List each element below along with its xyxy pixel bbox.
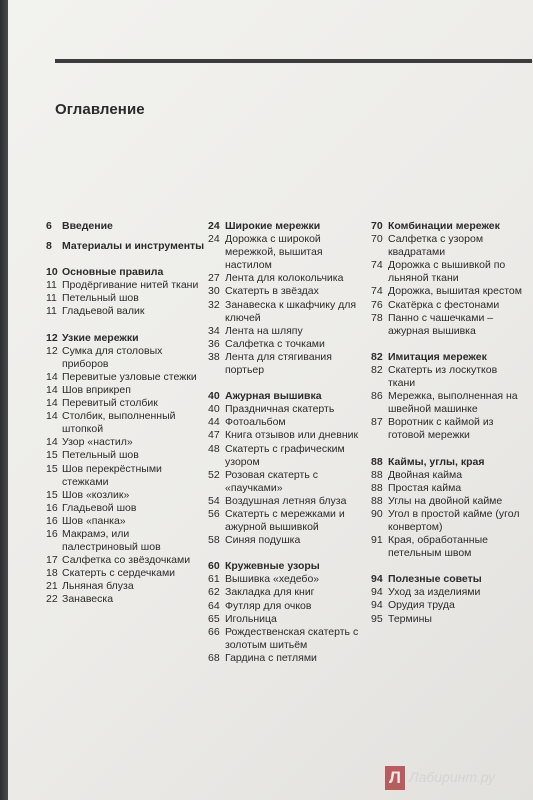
toc-entry-title: Шов «козлик» (62, 488, 130, 501)
page-title: Оглавление (55, 101, 145, 118)
toc-entry-title: Петельный шов (62, 449, 139, 462)
toc-entry-title: Углы на двойной кайме (388, 494, 503, 507)
toc-entry (46, 305, 206, 318)
toc-entry (46, 371, 206, 384)
toc-entry (46, 593, 206, 606)
toc-page-number: 15 (46, 488, 58, 501)
toc-entry (46, 279, 206, 292)
toc-entry (46, 384, 206, 397)
toc-entry-title: Дорожка с вышивкой по льняной ткани (388, 259, 506, 285)
toc-page-number: 18 (46, 567, 58, 580)
toc-section-heading (46, 266, 206, 279)
toc-entry-title: Мережка, выполненная на швейной машинке (388, 390, 518, 416)
toc-entry-title: Полезные советы (388, 573, 482, 586)
toc-page-number: 62 (208, 586, 220, 599)
toc-entry-title: Синяя подушка (225, 534, 301, 547)
toc-section-heading (208, 560, 368, 573)
toc-entry (371, 534, 523, 560)
toc-entry (208, 534, 368, 547)
toc-entry (371, 469, 523, 482)
toc-page-number: 16 (46, 501, 58, 514)
book-spine (0, 0, 8, 800)
toc-entry-title: Узкие мережки (62, 331, 139, 344)
toc-page-number: 15 (46, 462, 58, 475)
toc-page-number: 88 (371, 494, 383, 507)
toc-entry (208, 600, 368, 613)
toc-section-heading (371, 351, 523, 364)
toc-page-number: 8 (46, 240, 52, 253)
toc-entry-title: Фотоальбом (225, 416, 286, 429)
toc-entry (208, 652, 368, 665)
toc-entry (46, 489, 206, 502)
toc-page-number: 91 (371, 534, 383, 547)
toc-entry-title: Рождественская скатерть с золотым шитьём (225, 625, 359, 651)
toc-entry (208, 325, 368, 338)
toc-entry-title: Столбик, выполненный штопкой (62, 410, 176, 436)
toc-entry-title: Широкие мережки (225, 220, 321, 232)
toc-entry (208, 429, 368, 442)
toc-page-number: 22 (46, 593, 58, 606)
toc-page-number: 24 (208, 220, 220, 232)
toc-entry-title: Скатерть с графическим узором (225, 442, 345, 468)
toc-page-number: 47 (208, 429, 220, 442)
toc-page-number: 88 (371, 481, 383, 494)
toc-entry (208, 299, 368, 325)
toc-page-number: 61 (208, 573, 220, 586)
toc-page-number: 24 (208, 233, 220, 246)
toc-entry-title: Футляр для очков (225, 599, 312, 612)
toc-entry-title: Гладьевой шов (62, 501, 137, 514)
toc-entry (46, 410, 206, 436)
toc-entry-title: Гардина с петлями (225, 651, 317, 664)
toc-entry (208, 416, 368, 429)
toc-page-number: 94 (371, 599, 383, 612)
toc-page-number: 10 (46, 266, 58, 279)
toc-entry-title: Шов перекрёстными стежками (62, 462, 162, 488)
toc-entry-title: Сумка для столовых приборов (62, 344, 163, 370)
toc-entry-title: Вышивка «хедебо» (225, 573, 320, 586)
toc-entry (208, 626, 368, 652)
toc-entry-title: Орудия труда (388, 599, 455, 612)
toc-entry (208, 495, 368, 508)
toc-entry-title: Дорожка с широкой мережкой, вышитая настилом (225, 233, 323, 272)
toc-entry-title: Края, обработанные петельным швом (388, 534, 488, 560)
toc-entry-title: Салфетка с точками (225, 337, 325, 350)
toc-page-number: 70 (371, 220, 383, 232)
toc-entry-title: Перевитые узловые стежки (62, 370, 197, 383)
toc-entry (208, 508, 368, 534)
toc-entry (371, 613, 523, 626)
toc-entry-title: Закладка для книг (225, 586, 315, 599)
toc-page-number: 94 (371, 586, 383, 599)
toc-entry-title: Уход за изделиями (388, 586, 481, 599)
toc-entry (371, 586, 523, 599)
toc-entry-title: Воздушная летняя блуза (225, 494, 347, 507)
toc-page-number: 14 (46, 436, 58, 449)
toc-entry-title: Имитация мережек (388, 350, 487, 363)
toc-page-number: 70 (371, 233, 383, 246)
toc-entry-title: Введение (62, 220, 113, 232)
toc-entry-title: Скатерть с мережками и ажурной вышивкой (225, 507, 345, 534)
toc-page-number: 74 (371, 285, 383, 298)
toc-column-1 (46, 220, 206, 607)
watermark (385, 766, 533, 796)
toc-entry-title: Шов вприкреп (62, 383, 131, 396)
toc-entry (46, 580, 206, 593)
toc-page-number: 48 (208, 442, 220, 455)
toc-entry (208, 338, 368, 351)
toc-entry (46, 515, 206, 528)
toc-entry (208, 443, 368, 469)
toc-page-number: 44 (208, 416, 220, 429)
toc-page-number: 16 (46, 514, 58, 527)
toc-entry-title: Скатерть с сердечками (62, 567, 176, 580)
toc-entry (46, 449, 206, 462)
toc-page-number: 54 (208, 494, 220, 507)
toc-page-number: 64 (208, 599, 220, 612)
toc-page-number: 11 (46, 279, 57, 292)
toc-column-3 (371, 220, 523, 626)
toc-entry-title: Панно с чашечками – ажурная вышивка (388, 311, 494, 337)
toc-entry (371, 390, 523, 416)
toc-entry-title: Кружевные узоры (225, 560, 320, 573)
toc-page-number: 58 (208, 534, 220, 547)
toc-page-number: 12 (46, 344, 58, 357)
toc-entry (371, 259, 523, 285)
toc-entry-title: Скатёрка с фестонами (388, 298, 500, 311)
toc-page-number: 94 (371, 573, 383, 586)
toc-entry-title: Скатерть в звёздах (225, 285, 319, 298)
watermark-text: Лабиринт.ру (409, 769, 496, 785)
toc-section-heading (46, 240, 206, 253)
toc-entry (371, 364, 523, 390)
toc-entry (371, 299, 523, 312)
toc-entry (371, 416, 523, 442)
toc-entry-title: Узор «настил» (62, 436, 133, 449)
toc-entry-title: Продёргивание нитей ткани (62, 279, 199, 292)
toc-page-number: 14 (46, 383, 58, 396)
toc-entry (46, 463, 206, 489)
toc-page-number: 40 (208, 390, 220, 403)
toc-section-heading (46, 332, 206, 345)
toc-entry-title: Каймы, углы, края (388, 455, 485, 468)
toc-entry-title: Простая кайма (388, 481, 462, 494)
toc-entry (46, 554, 206, 567)
toc-entry-title: Комбинации мережек (388, 220, 500, 232)
toc-page-number: 95 (371, 612, 383, 625)
toc-page-number: 17 (46, 554, 58, 567)
toc-page-number: 27 (208, 272, 220, 285)
toc-page-number: 40 (208, 403, 220, 416)
toc-entry (208, 586, 368, 599)
toc-entry (208, 403, 368, 416)
toc-entry-title: Ажурная вышивка (225, 390, 322, 403)
toc-entry (371, 482, 523, 495)
toc-entry (46, 397, 206, 410)
toc-entry-title: Термины (388, 612, 432, 625)
toc-entry-title: Петельный шов (62, 292, 139, 305)
toc-entry-title: Макрамэ, или палестриновый шов (62, 527, 161, 554)
toc-entry-title: Дорожка, вышитая крестом (388, 285, 522, 298)
toc-entry (208, 233, 368, 272)
toc-entry-title: Игольница (225, 612, 277, 625)
toc-entry (371, 233, 523, 259)
toc-section-heading (208, 390, 368, 403)
toc-entry (46, 502, 206, 515)
toc-page-number: 6 (46, 220, 52, 232)
toc-entry-title: Воротник с каймой из готовой мережки (388, 416, 494, 442)
toc-entry-title: Праздничная скатерть (225, 403, 335, 416)
toc-entry (371, 495, 523, 508)
toc-page-number: 65 (208, 612, 220, 625)
toc-page-number: 88 (371, 468, 383, 481)
toc-entry (371, 508, 523, 534)
toc-entry-title: Гладьевой валик (62, 305, 145, 318)
toc-page-number: 88 (371, 455, 383, 468)
toc-page-number: 90 (371, 507, 383, 520)
toc-page-number: 14 (46, 397, 58, 410)
toc-page-number: 21 (46, 580, 58, 593)
toc-entry-title: Розовая скатерть с «паучками» (225, 468, 318, 494)
toc-section-heading (371, 573, 523, 586)
toc-entry-title: Материалы и инструменты (62, 240, 205, 253)
toc-entry-title: Угол в простой кайме (угол конвертом) (388, 507, 520, 533)
toc-page-number: 12 (46, 331, 58, 344)
toc-entry-title: Перевитый столбик (62, 397, 158, 410)
toc-page-number: 56 (208, 507, 220, 520)
toc-page-number: 82 (371, 363, 383, 376)
toc-entry (371, 599, 523, 612)
toc-entry-title: Салфетка с узором квадратами (388, 233, 484, 259)
toc-page-number: 32 (208, 298, 220, 311)
toc-page-number: 11 (46, 292, 57, 305)
toc-entry (208, 573, 368, 586)
toc-section-heading (371, 456, 523, 469)
toc-page-number: 14 (46, 370, 58, 383)
toc-entry (46, 436, 206, 449)
toc-section-heading (371, 220, 523, 233)
toc-entry (208, 613, 368, 626)
toc-page-number: 82 (371, 350, 383, 363)
toc-entry-title: Лента для стягивания портьер (225, 350, 332, 377)
toc-entry (208, 351, 368, 377)
toc-entry (208, 469, 368, 495)
toc-page-number: 38 (208, 350, 220, 363)
toc-entry-title: Занавеска к шкафчику для ключей (225, 298, 357, 324)
toc-page-number: 34 (208, 324, 220, 337)
toc-entry (371, 285, 523, 298)
labirint-logo-icon: Л (385, 766, 405, 790)
toc-page-number: 15 (46, 449, 58, 462)
toc-entry-title: Лента на шляпу (225, 324, 303, 337)
toc-entry-title: Занавеска (62, 593, 114, 606)
toc-entry (46, 292, 206, 305)
toc-page-number: 66 (208, 625, 220, 638)
toc-entry-title: Лента для колокольчика (225, 272, 344, 285)
toc-entry (208, 285, 368, 298)
toc-page-number: 30 (208, 285, 220, 298)
toc-entry (208, 272, 368, 285)
toc-page-number: 87 (371, 416, 383, 429)
toc-entry (46, 567, 206, 580)
toc-section-heading (46, 220, 206, 233)
toc-entry (371, 312, 523, 338)
toc-page-number: 52 (208, 468, 220, 481)
toc-page-number: 76 (371, 298, 383, 311)
toc-entry (46, 345, 206, 371)
toc-page-number: 86 (371, 390, 383, 403)
toc-column-2 (208, 220, 368, 665)
toc-entry-title: Льняная блуза (62, 580, 134, 593)
toc-page-number: 36 (208, 337, 220, 350)
toc-entry-title: Основные правила (62, 266, 164, 279)
toc-entry-title: Скатерть из лоскутков ткани (388, 363, 498, 390)
toc-entry-title: Двойная кайма (388, 468, 463, 481)
toc-page-number: 78 (371, 311, 383, 324)
toc-entry-title: Салфетка со звёздочками (62, 554, 191, 567)
toc-page-number: 11 (46, 305, 57, 318)
toc-entry-title: Шов «панка» (62, 514, 126, 527)
toc-page-number: 14 (46, 410, 58, 423)
toc-section-heading (208, 220, 368, 233)
toc-page-number: 60 (208, 560, 220, 573)
toc-entry (46, 528, 206, 554)
toc-page-number: 74 (371, 259, 383, 272)
toc-page-number: 68 (208, 651, 220, 664)
toc-page-number: 16 (46, 527, 58, 540)
toc-entry-title: Книга отзывов или дневник (225, 429, 359, 442)
top-rule (55, 59, 532, 63)
